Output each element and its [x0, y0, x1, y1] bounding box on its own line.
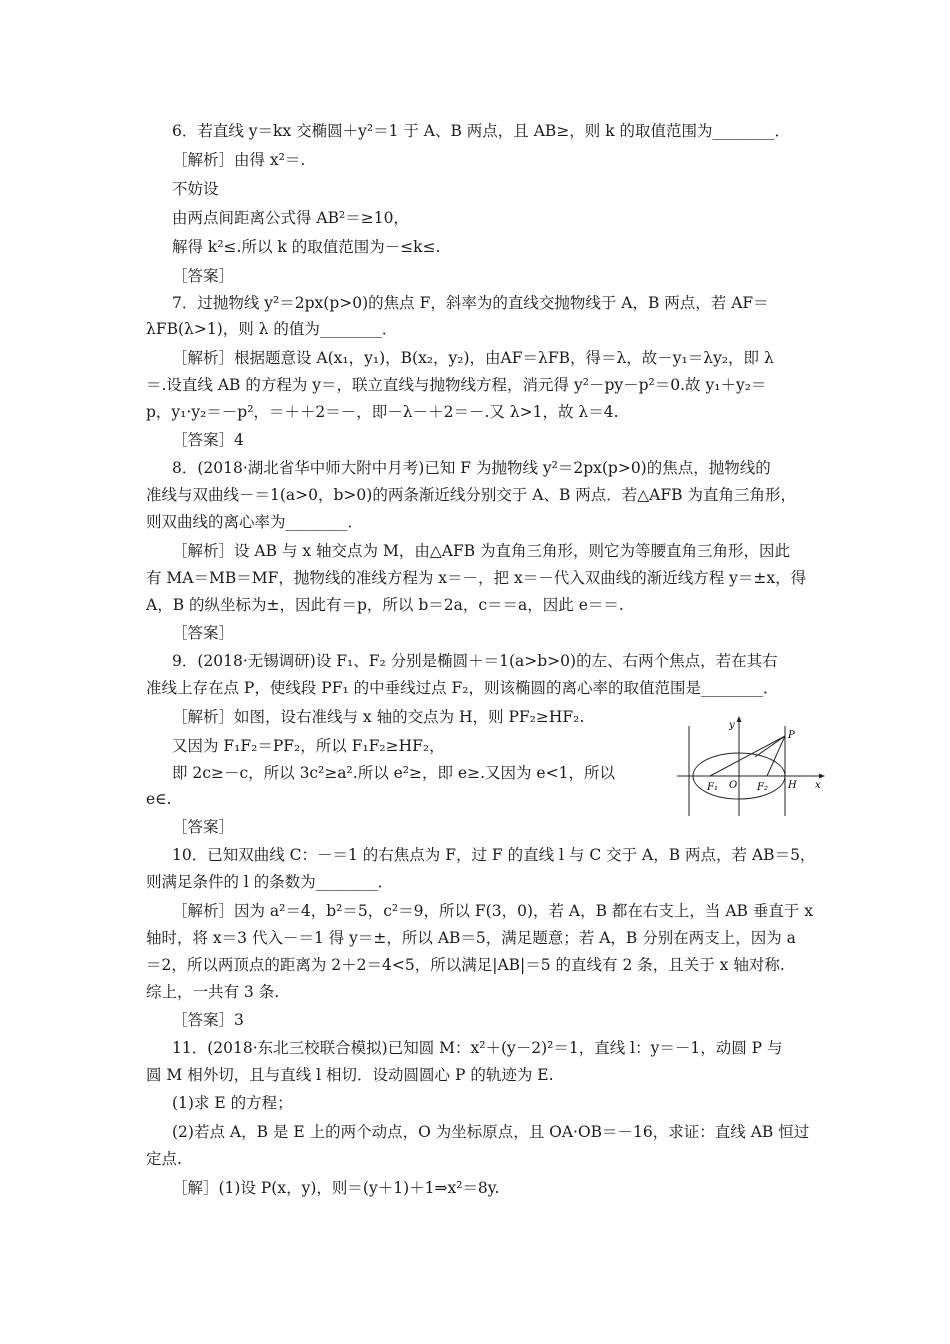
problem-10-analysis: ［解析］因为 a²＝4，b²＝5，c²＝9，所以 F(3，0)，若 A，B 都在右支上，当 AB 垂直于 x: [172, 902, 814, 920]
problem-9-analysis-line: 又因为 F₁F₂＝PF₂，所以 F₁F₂≥HF₂，: [172, 737, 445, 755]
problem-11-statement-cont: 圆 M 相外切，且与直线 l 相切．设动圆圆心 P 的轨迹为 E.: [146, 1066, 554, 1084]
y-axis-arrow: [737, 716, 742, 722]
problem-8-statement-cont: 准线与双曲线－＝1(a>0，b>0)的两条渐近线分别交于 A、B 两点．若△AFB 为直角三角形，: [146, 486, 796, 504]
problem-6-statement: 6．若直线 y＝kx 交椭圆＋y²＝1 于 A、B 两点，且 AB≥，则 k 的取值范围为________．: [172, 122, 791, 140]
label-p: P: [788, 730, 795, 741]
problem-8-analysis-cont: A，B 的纵坐标为±，因此有＝p，所以 b＝2a，c＝＝a，因此 e＝＝.: [146, 596, 624, 614]
problem-7-answer: ［答案］4: [172, 431, 244, 449]
problem-11-part-2-cont: 定点.: [146, 1150, 182, 1168]
ellipse-diagram: [677, 716, 825, 816]
label-f2: F₂: [757, 782, 768, 793]
problem-8-answer: ［答案］: [172, 624, 235, 642]
problem-6-analysis-line: 不妨设: [172, 180, 219, 198]
segment-pf1: [710, 736, 785, 776]
problem-6-analysis-line: 解得 k²≤.所以 k 的取值范围为－≤k≤.: [172, 238, 441, 256]
label-x: x: [815, 780, 821, 791]
problem-8-analysis-cont: 有 MA＝MB＝MF，抛物线的准线方程为 x＝－，把 x＝－代入双曲线的渐近线方程 y＝±x，得: [146, 569, 807, 587]
problem-9-statement-cont: 准线上存在点 P，使线段 PF₁ 的中垂线过点 F₂，则该椭圆的离心率的取值范围是________．: [146, 679, 779, 697]
problem-9-analysis-line: 即 2c≥－c，所以 3c²≥a².所以 e²≥，即 e≥.又因为 e<1，所以: [172, 764, 615, 782]
problem-10-statement: 10．已知双曲线 C：－＝1 的右焦点为 F，过 F 的直线 l 与 C 交于 A，B 两点，若 AB＝5，: [172, 846, 816, 864]
problem-9-answer: ［答案］: [172, 818, 235, 836]
problem-7-statement-cont: λFB(λ>1)，则 λ 的值为________．: [146, 320, 398, 338]
problem-6-analysis-line: 由两点间距离公式得 AB²＝≥10，: [172, 209, 409, 227]
problem-6-analysis: ［解析］由得 x²＝.: [172, 151, 306, 169]
x-axis-arrow: [819, 774, 825, 779]
label-y: y: [729, 720, 735, 731]
label-o: O: [729, 780, 738, 791]
problem-11-part-2: (2)若点 A，B 是 E 上的两个动点，O 为坐标原点，且 OA·OB＝－16，求证：直线 AB 恒过: [172, 1123, 810, 1141]
problem-10-analysis-cont: 轴时，将 x＝3 代入－＝1 得 y＝±，所以 AB＝5，满足题意；若 A，B 分别在两支上，因为 a: [146, 929, 796, 947]
problem-8-statement: 8．(2018·湖北省华中师大附中月考)已知 F 为抛物线 y²＝2px(p>0)的焦点，抛物线的: [172, 459, 771, 477]
problem-10-answer: ［答案］3: [172, 1011, 244, 1029]
label-h: H: [788, 780, 797, 791]
problem-11-statement: 11．(2018·东北三校联合模拟)已知圆 M：x²＋(y－2)²＝1，直线 l：y＝－1，动圆 P 与: [172, 1039, 783, 1057]
problem-7-analysis: ［解析］根据题意设 A(x₁，y₁)，B(x₂，y₂)，由AF＝λFB，得＝λ，故－y₁＝λy₂，即 λ: [172, 349, 774, 367]
problem-8-analysis: ［解析］设 AB 与 x 轴交点为 M，由△AFB 为直角三角形，则它为等腰直角三角形，因此: [172, 542, 791, 560]
problem-10-statement-cont: 则满足条件的 l 的条数为________．: [146, 873, 394, 891]
label-f1: F₁: [707, 782, 718, 793]
problem-9-analysis-cont: e∈.: [146, 790, 172, 808]
problem-10-analysis-cont: ＝2，所以两顶点的距离为 2＋2＝4<5，所以满足|AB|＝5 的直线有 2 条，且关于 x 轴对称.: [146, 956, 785, 974]
problem-9-statement: 9．(2018·无锡调研)设 F₁、F₂ 分别是椭圆＋＝1(a>b>0)的左、右两个焦点，若在其右: [172, 652, 778, 670]
problem-8-statement-cont: 则双曲线的离心率为________．: [146, 513, 364, 531]
problem-11-solution: ［解］(1)设 P(x，y)，则＝(y＋1)＋1⇒x²＝8y.: [172, 1179, 500, 1197]
problem-9-analysis: ［解析］如图，设右准线与 x 轴的交点为 H，则 PF₂≥HF₂.: [172, 708, 585, 726]
problem-11-part-1: (1)求 E 的方程；: [172, 1094, 293, 1112]
problem-6-answer: ［答案］: [172, 267, 235, 285]
problem-7-statement: 7．过抛物线 y²＝2px(p>0)的焦点 F，斜率为的直线交抛物线于 A，B 两点，若 AF＝: [172, 294, 769, 312]
problem-7-analysis-cont: ＝.设直线 AB 的方程为 y＝，联立直线与抛物线方程，消元得 y²－py－p²＝0.故 y₁＋y₂＝: [146, 376, 767, 394]
problem-10-analysis-cont: 综上，一共有 3 条.: [146, 983, 280, 1001]
problem-7-analysis-cont: p，y₁·y₂＝－p²，＝＋＋2＝－，即－λ－＋2＝－.又 λ>1，故 λ＝4.: [146, 403, 619, 421]
